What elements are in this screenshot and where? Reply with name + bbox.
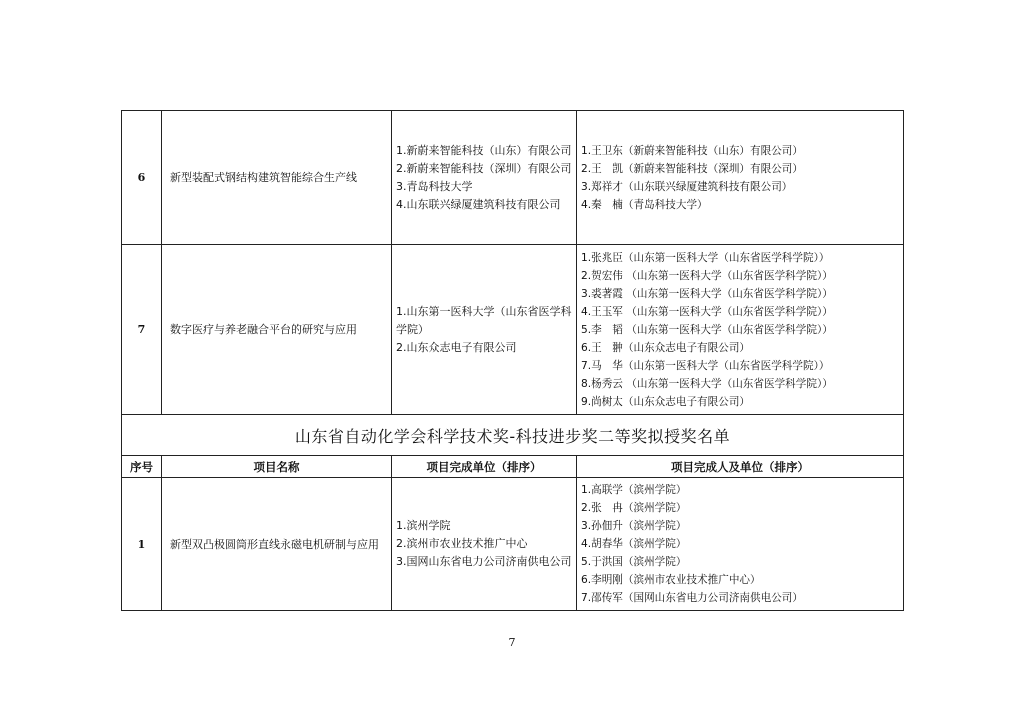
list-item: 1.滨州学院	[396, 519, 451, 532]
list-item: 1.张兆臣（山东第一医科大学（山东省医学科学院））	[581, 251, 830, 264]
list-item: 2.王 凯（新蔚来智能科技（深圳）有限公司）	[581, 162, 803, 175]
list-item: 1.新蔚来智能科技（山东）有限公司	[396, 143, 572, 157]
list-item: 1.王卫东（新蔚来智能科技（山东）有限公司）	[581, 144, 803, 157]
completion-units	[392, 478, 577, 611]
units-list	[396, 517, 572, 571]
section-title: 山东省自动化学会科学技术奖-科技进步奖二等奖拟授奖名单	[122, 415, 904, 456]
completion-units	[392, 111, 577, 245]
people-list	[581, 142, 899, 214]
completion-people	[577, 111, 904, 245]
row-number: 7	[122, 245, 162, 415]
row-number: 1	[122, 478, 162, 611]
header-project: 项目名称	[162, 456, 392, 478]
units-list	[396, 142, 572, 214]
list-item: 2.张 冉（滨州学院）	[581, 502, 687, 514]
project-name: 数字医疗与养老融合平台的研究与应用	[162, 245, 392, 415]
list-item: 8.杨秀云 （山东第一医科大学（山东省医学科学院））	[581, 377, 833, 390]
people-list	[581, 481, 899, 607]
list-item: 2.滨州市农业技术推广中心	[396, 537, 528, 550]
list-item: 3.裘著霞 （山东第一医科大学（山东省医学科学院））	[581, 287, 833, 300]
list-item: 4.山东联兴绿厦建筑科技有限公司	[396, 197, 561, 211]
list-item: 4.胡春华（滨州学院）	[581, 538, 687, 550]
list-item: 6.李明刚（滨州市农业技术推广中心）	[581, 574, 761, 586]
list-item: 4.王玉军 （山东第一医科大学（山东省医学科学院））	[581, 305, 833, 318]
completion-people	[577, 478, 904, 611]
project-name: 新型双凸极圆筒形直线永磁电机研制与应用	[162, 478, 392, 611]
list-item: 1.山东第一医科大学（山东省医学科学院）	[396, 304, 572, 336]
table-row	[122, 478, 904, 611]
list-item: 6.王 翀（山东众志电子有限公司）	[581, 341, 751, 354]
row-number: 6	[122, 111, 162, 245]
header-units: 项目完成单位（排序）	[392, 456, 577, 478]
table-header	[122, 456, 904, 478]
list-item: 2.贺宏伟 （山东第一医科大学（山东省医学科学院））	[581, 269, 833, 282]
list-item: 5.李 韬 （山东第一医科大学（山东省医学科学院））	[581, 323, 833, 336]
header-seq: 序号	[122, 456, 162, 478]
table-row	[122, 111, 904, 245]
completion-units	[392, 245, 577, 415]
list-item: 4.秦 楠（青岛科技大学）	[581, 198, 708, 211]
list-item: 3.国网山东省电力公司济南供电公司	[396, 555, 572, 568]
header-people: 项目完成人及单位（排序）	[577, 456, 904, 478]
units-list	[396, 303, 572, 357]
table-row	[122, 245, 904, 415]
list-item: 3.孙佃升（滨州学院）	[581, 520, 687, 532]
completion-people	[577, 245, 904, 415]
list-item: 1.高联学（滨州学院）	[581, 484, 687, 496]
list-item: 3.青岛科技大学	[396, 179, 473, 193]
award-table	[121, 110, 904, 611]
list-item: 5.于洪国（滨州学院）	[581, 556, 687, 568]
people-list	[581, 249, 899, 411]
list-item: 7.邵传军（国网山东省电力公司济南供电公司）	[581, 592, 803, 604]
section-title-row	[122, 415, 904, 456]
list-item: 2.山东众志电子有限公司	[396, 340, 517, 354]
list-item: 3.郑祥才（山东联兴绿厦建筑科技有限公司）	[581, 180, 793, 193]
list-item: 2.新蔚来智能科技（深圳）有限公司	[396, 161, 572, 175]
page-number: 7	[508, 636, 516, 649]
list-item: 9.尚树太（山东众志电子有限公司）	[581, 395, 751, 408]
project-name: 新型装配式钢结构建筑智能综合生产线	[162, 111, 392, 245]
list-item: 7.马 华（山东第一医科大学（山东省医学科学院））	[581, 359, 830, 372]
